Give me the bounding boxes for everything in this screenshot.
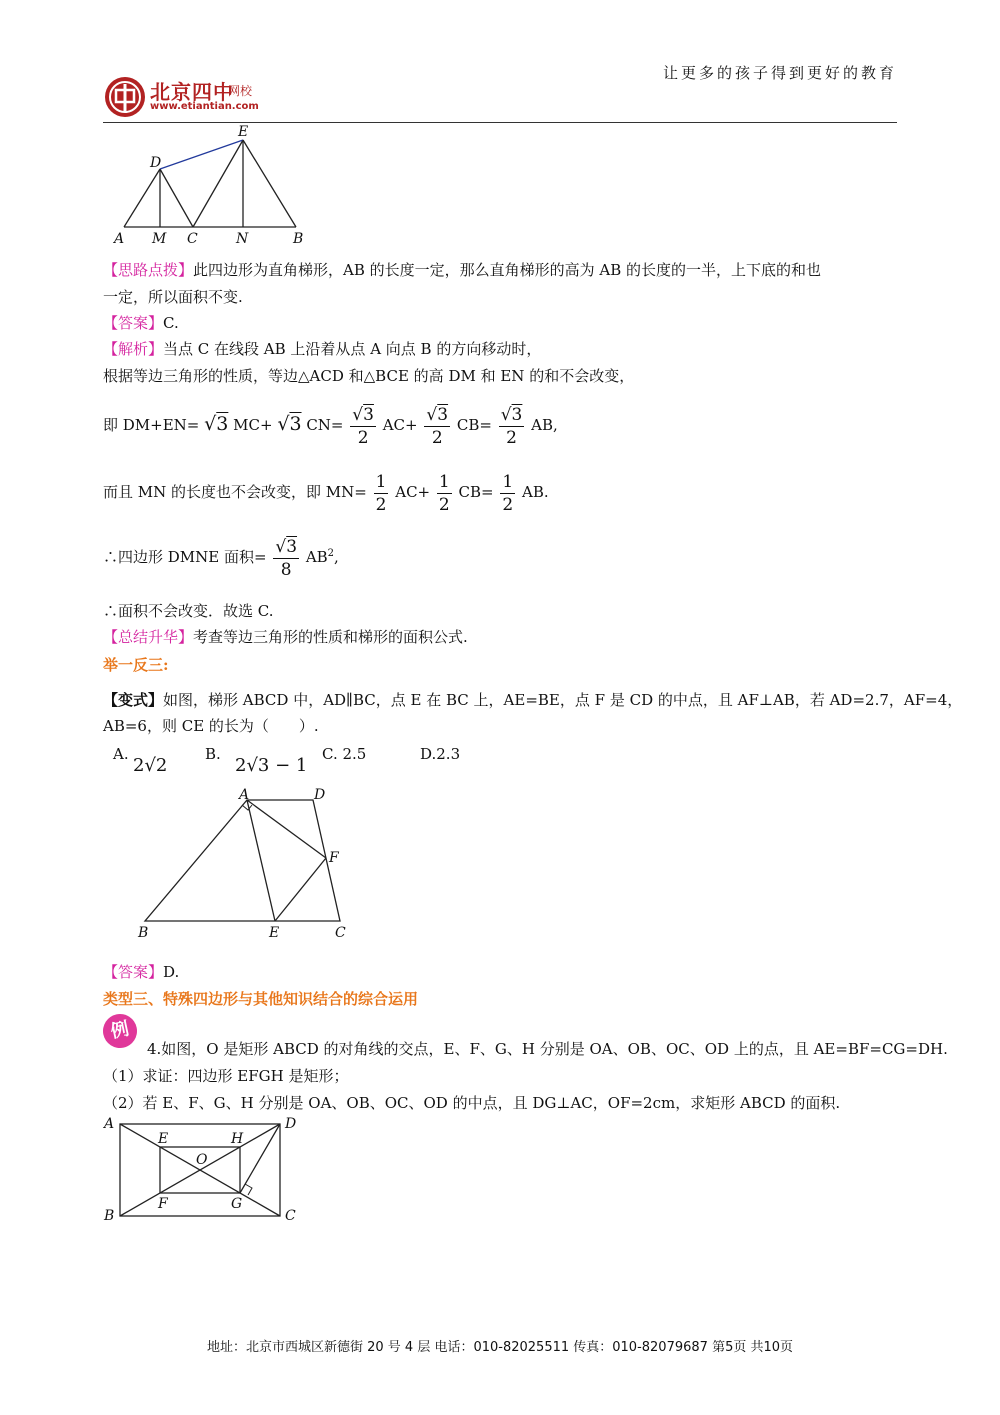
eq1-cb: CB=	[456, 416, 492, 434]
label-A: A	[239, 787, 250, 803]
summary-text: 考查等边三角形的性质和梯形的面积公式.	[193, 628, 468, 646]
label-C: C	[187, 231, 198, 247]
analysis-text: 当点 C 在线段 AB 上沿着从点 A 向点 B 的方向移动时，	[163, 340, 542, 358]
label-E: E	[238, 124, 249, 140]
eq1-ac: AC+	[382, 416, 418, 434]
eq1-mc: MC+	[233, 416, 273, 434]
answer-tag: 【答案】	[103, 314, 164, 332]
logo-url: www.etiantian.com	[150, 101, 259, 112]
answer-line	[103, 313, 179, 333]
eq3-ab: AB	[305, 548, 328, 566]
eq3-frac: $\frac{√3}{8}$	[275, 536, 298, 580]
label-N: N	[236, 231, 249, 247]
eq2-prefix: 而且 MN 的长度也不会改变，即 MN=	[103, 483, 367, 501]
analysis-line-2: 根据等边三角形的性质，等边△ACD 和△BCE 的高 DM 和 EN 的和不会改变，	[103, 367, 635, 385]
logo-sub: 网校	[228, 84, 253, 98]
analysis-tag: 【解析】	[103, 340, 164, 358]
eq1-frac-1: $\frac{√3}{2}$	[352, 404, 374, 448]
example-badge: 例	[100, 1011, 140, 1051]
footer: 地址：北京市西城区新德街 20 号 4 层 电话：010-82025511 传真：010-82079687 第5页 共10页	[206, 1340, 794, 1355]
option-b-label: B.	[205, 745, 221, 763]
eq2-ac: AC+	[395, 483, 431, 501]
variant-answer-tag: 【答案】	[103, 963, 164, 981]
example-line-1: 4.如图，O 是矩形 ABCD 的对角线的交点，E、F、G、H 分别是 OA、OB、OC、OD 上的点，且 AE=BF=CG=DH.	[147, 1040, 948, 1058]
hint-line-2: 一定，所以面积不变.	[103, 288, 243, 306]
label-D: D	[314, 787, 326, 803]
eq2-frac-3: $\frac{1}{2}$	[502, 471, 514, 515]
hint-line-1	[103, 260, 821, 280]
variant-line-2: AB=6，则 CE 的长为（ ）.	[103, 717, 319, 735]
figure-trapezoid-triangles	[110, 122, 320, 247]
variant-tag: 【变式】	[103, 691, 164, 709]
eq1-cn: CN=	[306, 416, 344, 434]
example-part-2: （2）若 E、F、G、H 分别是 OA、OB、OC、OD 的中点，且 DG⊥AC，OF=2cm，求矩形 ABCD 的面积.	[103, 1094, 841, 1112]
eq1-sqrt-2: √3	[277, 413, 302, 435]
header-slogan: 让更多的孩子得到更好的教育	[662, 64, 897, 82]
option-b-value: 2√3 − 1	[235, 755, 308, 776]
label-G: G	[231, 1196, 243, 1212]
label-A: A	[114, 231, 125, 247]
label-B: B	[293, 231, 304, 247]
label-B: B	[138, 925, 149, 941]
label-D: D	[150, 155, 162, 171]
summary-tag: 【总结升华】	[103, 628, 194, 646]
label-E: E	[158, 1131, 169, 1147]
hint-tag: 【思路点拨】	[103, 261, 194, 279]
option-c: C. 2.5	[322, 745, 367, 763]
figure-trapezoid-abcd	[130, 785, 360, 945]
eq3-end: ,	[334, 548, 339, 566]
eq2-cb: CB=	[458, 483, 494, 501]
logo-emblem-icon	[103, 75, 147, 119]
eq3-prefix: ∴四边形 DMNE 面积=	[103, 548, 267, 566]
equation-3	[103, 530, 339, 581]
option-a-value: 2√2	[133, 755, 168, 776]
variant-answer-text: D.	[163, 963, 180, 981]
logo-text: 北京四中	[150, 80, 234, 104]
equation-2	[103, 468, 549, 516]
variant-answer-line	[103, 962, 179, 982]
eq1-ab: AB,	[531, 416, 558, 434]
hint-text: 此四边形为直角梯形，AB 的长度一定，那么直角梯形的高为 AB 的长度的一半，上下底的和也	[193, 261, 822, 279]
eq1-sqrt-1: √3	[204, 413, 229, 435]
label-O: O	[196, 1152, 208, 1168]
eq1-frac-3: $\frac{√3}{2}$	[500, 404, 523, 448]
example-part-1: （1）求证：四边形 EFGH 是矩形；	[103, 1067, 349, 1085]
label-F: F	[329, 850, 339, 866]
label-E: E	[269, 925, 280, 941]
label-C: C	[285, 1208, 296, 1224]
figure-rectangle-abcd	[100, 1112, 310, 1224]
summary-line	[103, 627, 468, 647]
label-B: B	[104, 1208, 115, 1224]
option-a-label: A.	[113, 745, 129, 763]
label-H: H	[231, 1131, 244, 1147]
equation-1	[103, 400, 558, 449]
practice-heading: 举一反三:	[103, 656, 169, 674]
label-M: M	[152, 231, 167, 247]
label-C: C	[335, 925, 346, 941]
variant-text: 如图，梯形 ABCD 中，AD∥BC，点 E 在 BC 上，AE=BE，点 F 是 CD 的中点，且 AF⊥AB，若 AD=2.7，AF=4，	[163, 691, 963, 709]
answer-text: C.	[163, 314, 179, 332]
eq3-sup: 2	[327, 548, 335, 559]
eq2-frac-1: $\frac{1}{2}$	[375, 471, 387, 515]
eq2-ab: AB.	[521, 483, 549, 501]
label-F: F	[158, 1196, 168, 1212]
variant-line-1	[103, 690, 962, 710]
label-D: D	[285, 1116, 297, 1132]
eq1-prefix: 即 DM+EN=	[103, 416, 200, 434]
section3-heading: 类型三、特殊四边形与其他知识结合的综合运用	[103, 990, 419, 1008]
analysis-line-1	[103, 339, 541, 359]
option-d: D.2.3	[420, 745, 461, 763]
eq2-frac-2: $\frac{1}{2}$	[438, 471, 450, 515]
conclusion-line: ∴面积不会改变．故选 C.	[103, 602, 274, 620]
label-A: A	[104, 1116, 115, 1132]
eq1-frac-2: $\frac{√3}{2}$	[426, 404, 449, 448]
